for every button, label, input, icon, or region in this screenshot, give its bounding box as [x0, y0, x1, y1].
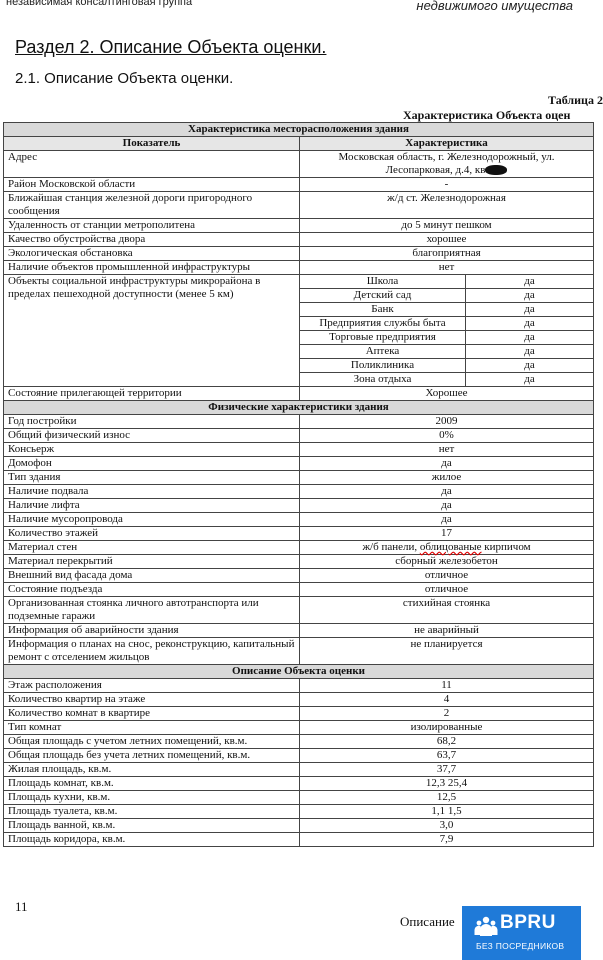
table-row-walls: [4, 541, 594, 555]
header-report-subject: недвижимого имущества: [416, 0, 573, 13]
row-label: Состояние подъезда: [4, 583, 300, 597]
section-physical-heading: Физические характеристики здания: [4, 401, 594, 415]
walls-value: [300, 541, 594, 555]
row-label: Общая площадь без учета летних помещений, кв.м.: [4, 749, 300, 763]
row-value: да: [300, 457, 594, 471]
row-value: жилое: [300, 471, 594, 485]
table-row: [4, 429, 594, 443]
row-label: Этаж расположения: [4, 679, 300, 693]
row-label: Тип комнат: [4, 721, 300, 735]
walls-value-part: ж/б панели,: [362, 541, 420, 553]
table-row: [4, 777, 594, 791]
row-value: стихийная стоянка: [300, 597, 594, 624]
social-item-value: да: [466, 359, 594, 373]
table-row-address: [4, 151, 594, 178]
row-value: нет: [300, 443, 594, 457]
badge-name: BPRU: [500, 912, 556, 933]
object-characteristics-table: [3, 122, 594, 847]
section-object-heading: Описание Объекта оценки: [4, 665, 594, 679]
table-title: Характеристика Объекта оцен: [403, 108, 571, 122]
table-row: [4, 178, 594, 192]
table-row: [4, 624, 594, 638]
table-row: [4, 679, 594, 693]
row-value: 12,5: [300, 791, 594, 805]
row-label: Количество этажей: [4, 527, 300, 541]
row-label: Площадь туалета, кв.м.: [4, 805, 300, 819]
table-row: [4, 219, 594, 233]
row-value: благоприятная: [300, 247, 594, 261]
table-number: Таблица 2: [548, 93, 603, 107]
row-value: 3,0: [300, 819, 594, 833]
row-value: 2: [300, 707, 594, 721]
row-value: да: [300, 499, 594, 513]
table-row: [4, 569, 594, 583]
table-row: [4, 763, 594, 777]
row-value: 11: [300, 679, 594, 693]
subsection-title: 2.1. Описание Объекта оценки.: [15, 70, 234, 87]
row-label: Внешний вид фасада дома: [4, 569, 300, 583]
redaction-mark: [485, 165, 507, 175]
table-row: [4, 527, 594, 541]
table-row: [4, 833, 594, 847]
table-row: [4, 387, 594, 401]
social-item-name: Банк: [300, 303, 466, 317]
table-row: [4, 485, 594, 499]
row-label: Организованная стоянка личного автотранспорта или подземные гаражи: [4, 597, 300, 624]
table-row: [4, 415, 594, 429]
row-value: отличное: [300, 569, 594, 583]
social-infrastructure-label: Объекты социальной инфраструктуры микрорайона в пределах пешеходной доступности (менее 5 км): [4, 275, 300, 387]
row-value: ж/д ст. Железнодорожная: [300, 192, 594, 219]
social-item-name: Торговые предприятия: [300, 331, 466, 345]
row-label: Площадь коридора, кв.м.: [4, 833, 300, 847]
row-value: -: [300, 178, 594, 192]
row-value: не аварийный: [300, 624, 594, 638]
table-row: [4, 819, 594, 833]
address-line-1: Московская область, г. Железнодорожный, ул.: [338, 151, 555, 163]
row-value: не планируется: [300, 638, 594, 665]
row-value: да: [300, 513, 594, 527]
table-row: [4, 735, 594, 749]
territory-value: Хорошее: [300, 387, 594, 401]
row-label: Наличие подвала: [4, 485, 300, 499]
row-value: отличное: [300, 583, 594, 597]
row-label: Материал перекрытий: [4, 555, 300, 569]
row-label: Общий физический износ: [4, 429, 300, 443]
row-label: Информация об аварийности здания: [4, 624, 300, 638]
row-label: Ближайшая станция железной дороги пригородного сообщения: [4, 192, 300, 219]
table-row: [4, 707, 594, 721]
row-label: Тип здания: [4, 471, 300, 485]
address-line-2: Лесопарковая, д.4, кв: [385, 164, 486, 176]
social-item-name: Зона отдыха: [300, 373, 466, 387]
row-value: 68,2: [300, 735, 594, 749]
row-label: Район Московской области: [4, 178, 300, 192]
section-location-heading: Характеристика месторасположения здания: [4, 123, 594, 137]
social-item-value: да: [466, 345, 594, 359]
badge-tagline: БЕЗ ПОСРЕДНИКОВ: [476, 941, 565, 951]
row-value: 4: [300, 693, 594, 707]
row-label: Год постройки: [4, 415, 300, 429]
column-header-characteristic: Характеристика: [300, 137, 594, 151]
walls-label: Материал стен: [4, 541, 300, 555]
row-value: 63,7: [300, 749, 594, 763]
social-item-name: Поликлиника: [300, 359, 466, 373]
row-value: 17: [300, 527, 594, 541]
table-row: [4, 721, 594, 735]
row-label: Наличие объектов промышленной инфраструктуры: [4, 261, 300, 275]
row-value: 12,3 25,4: [300, 777, 594, 791]
row-label: Площадь ванной, кв.м.: [4, 819, 300, 833]
row-label: Качество обустройства двора: [4, 233, 300, 247]
social-item-value: да: [466, 373, 594, 387]
column-header-row: [4, 137, 594, 151]
row-label: Общая площадь с учетом летних помещений, кв.м.: [4, 735, 300, 749]
address-value: [300, 151, 594, 178]
footer-text: Описание: [400, 914, 455, 929]
address-label: Адрес: [4, 151, 300, 178]
section-row: [4, 665, 594, 679]
table-row: [4, 791, 594, 805]
row-value: нет: [300, 261, 594, 275]
row-value: 0%: [300, 429, 594, 443]
table-row: [4, 499, 594, 513]
row-label: Информация о планах на снос, реконструкцию, капитальный ремонт с отселением жильцов: [4, 638, 300, 665]
table-row: [4, 471, 594, 485]
table-row: [4, 597, 594, 624]
row-value: до 5 минут пешком: [300, 219, 594, 233]
table-row: [4, 192, 594, 219]
social-item-name: Школа: [300, 275, 466, 289]
page-number: 11: [15, 899, 28, 914]
table-row: [4, 638, 594, 665]
table-row: [4, 457, 594, 471]
misspelled-word: облицованые: [419, 541, 482, 553]
table-row: [4, 555, 594, 569]
row-value: хорошее: [300, 233, 594, 247]
table-row: [4, 443, 594, 457]
table-row: [4, 583, 594, 597]
row-label: Удаленность от станции метрополитена: [4, 219, 300, 233]
section-row: [4, 401, 594, 415]
social-item-value: да: [466, 317, 594, 331]
social-item-name: Детский сад: [300, 289, 466, 303]
table-row: [4, 693, 594, 707]
table-row: [4, 749, 594, 763]
row-label: Наличие лифта: [4, 499, 300, 513]
row-label: Домофон: [4, 457, 300, 471]
row-label: Экологическая обстановка: [4, 247, 300, 261]
row-value: да: [300, 485, 594, 499]
social-item-name: Предприятия службы быта: [300, 317, 466, 331]
walls-value-part: кирпичом: [481, 541, 531, 553]
social-item-value: да: [466, 275, 594, 289]
social-item-value: да: [466, 289, 594, 303]
table-row: [4, 247, 594, 261]
table-row: [4, 233, 594, 247]
social-item-name: Аптека: [300, 345, 466, 359]
table-row-social: [4, 275, 594, 289]
row-value: 1,1 1,5: [300, 805, 594, 819]
social-item-value: да: [466, 331, 594, 345]
row-value: 2009: [300, 415, 594, 429]
row-value: 7,9: [300, 833, 594, 847]
people-icon: [474, 914, 498, 938]
row-label: Количество квартир на этаже: [4, 693, 300, 707]
row-label: Жилая площадь, кв.м.: [4, 763, 300, 777]
column-header-indicator: Показатель: [4, 137, 300, 151]
social-item-value: да: [466, 303, 594, 317]
row-label: Наличие мусоропровода: [4, 513, 300, 527]
table-row: [4, 805, 594, 819]
section-row: [4, 123, 594, 137]
territory-label: Состояние прилегающей территории: [4, 387, 300, 401]
row-value: 37,7: [300, 763, 594, 777]
table-row: [4, 261, 594, 275]
table-row: [4, 513, 594, 527]
section-title: Раздел 2. Описание Объекта оценки.: [15, 37, 327, 57]
row-label: Площадь кухни, кв.м.: [4, 791, 300, 805]
row-label: Количество комнат в квартире: [4, 707, 300, 721]
header-company-name: независимая консалтинговая группа: [6, 0, 193, 8]
row-value: изолированные: [300, 721, 594, 735]
row-label: Площадь комнат, кв.м.: [4, 777, 300, 791]
row-value: сборный железобетон: [300, 555, 594, 569]
bpru-badge[interactable]: [462, 906, 581, 960]
row-label: Консьерж: [4, 443, 300, 457]
